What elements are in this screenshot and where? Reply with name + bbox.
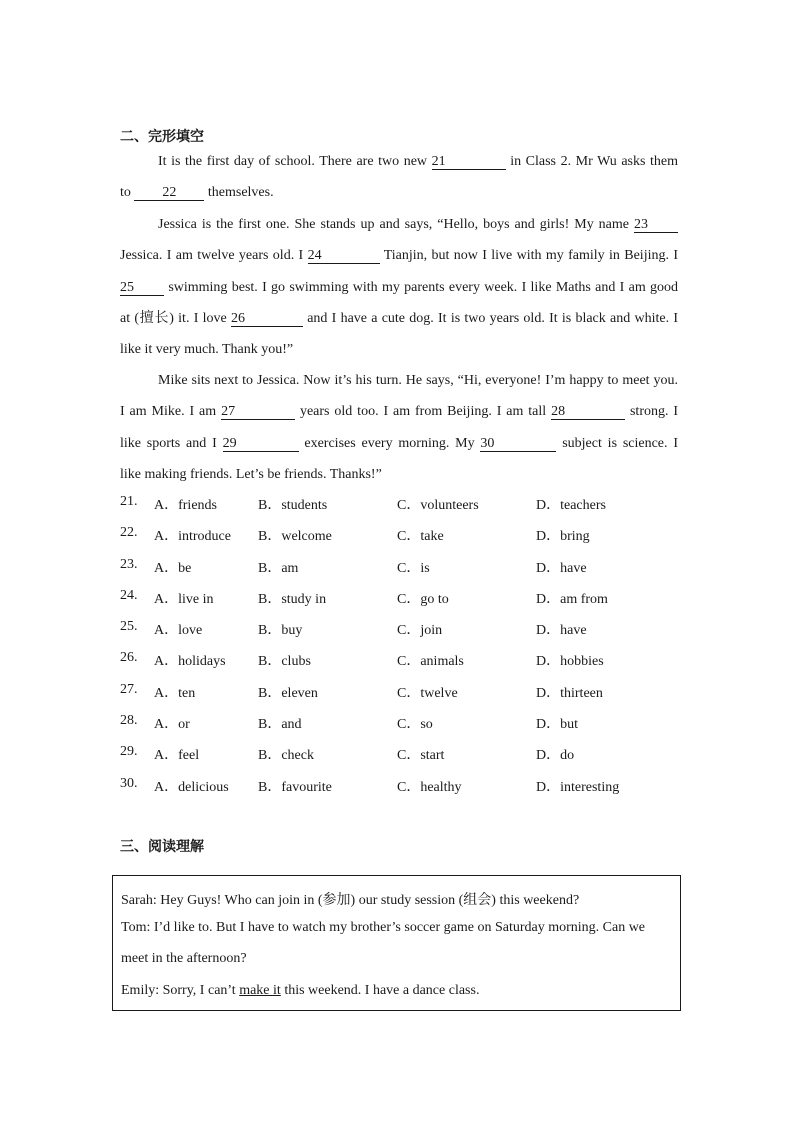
option-c[interactable]: C．healthy — [397, 779, 462, 795]
option-d[interactable]: D．do — [536, 748, 575, 764]
option-b[interactable]: B．clubs — [258, 654, 311, 670]
dialog-line-sarah: Sarah: Hey Guys! Who can join in (参加) our study session (组会) this weekend? — [121, 893, 580, 908]
section-title-cloze: 二、完形填空 — [120, 129, 204, 145]
option-d[interactable]: D．thirteen — [536, 685, 603, 701]
question-number: 25. — [120, 619, 138, 635]
option-a[interactable]: A．live in — [154, 591, 214, 607]
option-a[interactable]: A．love — [154, 623, 203, 639]
cloze-paragraph-2 — [120, 209, 678, 365]
blank-23[interactable]: 23 — [634, 217, 678, 233]
option-b[interactable]: B．am — [258, 560, 299, 576]
option-a[interactable]: A．feel — [154, 748, 200, 764]
paragraph-line: Mike sits next to Jessica. Now it’s his turn. He says, “Hi, everyone! I’m happy to meet you. — [158, 373, 678, 388]
option-d[interactable]: D．have — [536, 623, 587, 639]
question-number: 24. — [120, 587, 138, 603]
option-b[interactable]: B．students — [258, 498, 328, 513]
paragraph-line: I am Mike. I am 27 years old too. I am from Beijing. I am tall 28 strong. I — [120, 404, 679, 420]
option-b[interactable]: B．and — [258, 717, 302, 733]
question-number: 27. — [120, 681, 138, 697]
option-d[interactable]: D．am from — [536, 591, 608, 607]
question-number: 23. — [120, 556, 138, 572]
cloze-paragraph-1 — [120, 146, 678, 209]
option-c[interactable]: C．join — [397, 623, 443, 639]
option-c[interactable]: C．take — [397, 529, 444, 545]
paragraph-line: Jessica is the first one. She stands up and says, “Hello, boys and girls! My name 23 — [120, 209, 678, 240]
paragraph-line: at (擅长) it. I love 26 and I have a cute dog. It is two years old. It is black and white. I — [120, 310, 678, 326]
option-c[interactable]: C．animals — [397, 654, 464, 670]
answer-options — [120, 494, 720, 807]
dialog-line-tom: Tom: I’d like to. But I have to watch my brother’s soccer game on Saturday morning. Can we — [121, 920, 646, 935]
option-a[interactable]: A．or — [154, 717, 190, 733]
option-d[interactable]: D．hobbies — [536, 654, 604, 670]
section-title-reading: 三、阅读理解 — [120, 839, 204, 855]
option-d[interactable]: D．bring — [536, 529, 590, 545]
option-a[interactable]: A．ten — [154, 685, 196, 701]
option-b[interactable]: B．study in — [258, 591, 327, 607]
paragraph-line: It is the first day of school. There are two new 21 in Class 2. Mr Wu asks them — [158, 154, 679, 169]
paragraph-line: 25 swimming best. I go swimming with my parents every week. I like Maths and I am good — [120, 279, 679, 295]
option-b[interactable]: B．eleven — [258, 685, 318, 701]
blank-28[interactable]: 28 — [551, 404, 625, 420]
option-row — [120, 557, 720, 588]
option-a[interactable]: A．introduce — [154, 529, 231, 545]
blank-27[interactable]: 27 — [221, 404, 295, 420]
dialog-line-emily: Emily: Sorry, I can’t make it this weekend. I have a dance class. — [121, 983, 480, 998]
blank-25[interactable]: 25 — [120, 280, 164, 296]
option-d[interactable]: D．but — [536, 717, 578, 733]
blank-21[interactable]: 21 — [432, 154, 506, 170]
question-number: 26. — [120, 650, 138, 666]
paragraph-line: Jessica. I am twelve years old. I 24 Tianjin, but now I live with my family in Beijing. I — [120, 248, 678, 264]
option-c[interactable]: C．volunteers — [397, 498, 479, 513]
option-row — [120, 744, 720, 775]
option-c[interactable]: C．is — [397, 560, 430, 576]
blank-24[interactable]: 24 — [308, 248, 380, 264]
option-b[interactable]: B．buy — [258, 623, 303, 639]
option-a[interactable]: A．delicious — [154, 779, 229, 795]
paragraph-line: like it very much. Thank you!” — [120, 342, 294, 358]
blank-29[interactable]: 29 — [223, 436, 299, 452]
option-row — [120, 588, 720, 619]
option-row — [120, 650, 720, 681]
option-b[interactable]: B．favourite — [258, 779, 332, 795]
option-row — [120, 682, 720, 713]
paragraph-line: like sports and I 29 exercises every morning. My 30 subject is science. I — [120, 435, 678, 451]
option-c[interactable]: C．go to — [397, 591, 449, 607]
option-row — [120, 619, 720, 650]
underlined-phrase: make it — [239, 983, 281, 998]
option-c[interactable]: C．twelve — [397, 685, 458, 701]
option-b[interactable]: B．welcome — [258, 529, 332, 545]
dialog-line-tom-cont: meet in the afternoon? — [121, 951, 247, 966]
option-d[interactable]: D．interesting — [536, 779, 620, 795]
option-d[interactable]: D．teachers — [536, 498, 606, 513]
cloze-paragraph-3 — [120, 365, 678, 490]
paragraph-line: to 22 themselves. — [120, 185, 274, 201]
option-row — [120, 494, 720, 525]
paragraph-line: like making friends. Let’s be friends. Thanks!” — [120, 466, 382, 482]
blank-22[interactable]: 22 — [134, 185, 204, 201]
option-a[interactable]: A．be — [154, 560, 192, 576]
blank-26[interactable]: 26 — [231, 311, 303, 327]
option-d[interactable]: D．have — [536, 560, 587, 576]
question-number: 21. — [120, 494, 138, 509]
option-row — [120, 776, 720, 807]
question-number: 29. — [120, 744, 138, 760]
question-number: 28. — [120, 713, 138, 729]
option-a[interactable]: A．friends — [154, 498, 217, 513]
option-c[interactable]: C．start — [397, 748, 445, 764]
blank-30[interactable]: 30 — [480, 436, 556, 452]
question-number: 22. — [120, 525, 138, 541]
option-row — [120, 525, 720, 556]
option-b[interactable]: B．check — [258, 748, 314, 764]
option-c[interactable]: C．so — [397, 717, 433, 733]
option-row — [120, 713, 720, 744]
dialog-box — [112, 875, 681, 1011]
question-number: 30. — [120, 775, 138, 791]
option-a[interactable]: A．holidays — [154, 654, 226, 670]
